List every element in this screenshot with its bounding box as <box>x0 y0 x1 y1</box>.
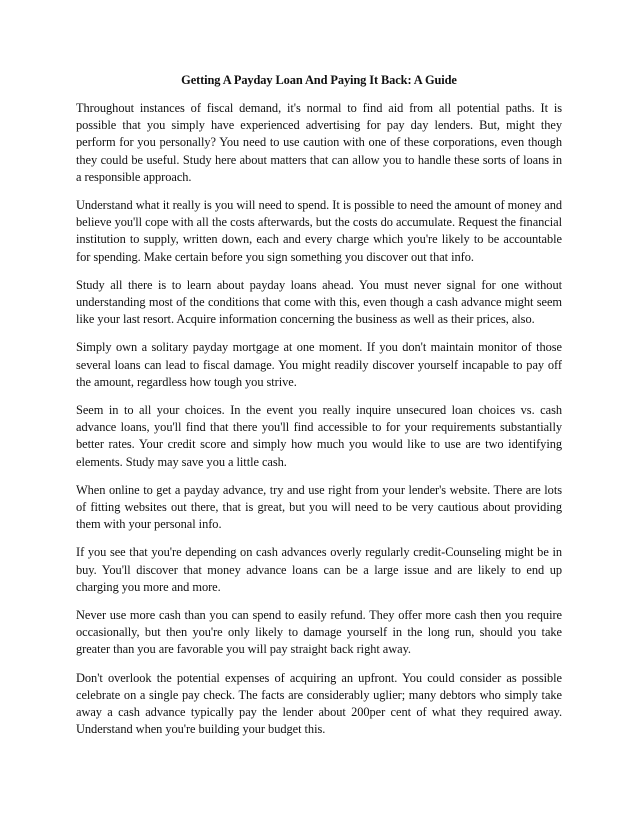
paragraph-3: Study all there is to learn about payday loans ahead. You must never signal for one without understanding most of the conditions that come with this, even though a cash advance might seem like your last resort. Acquire information concerning the business as well as their prices, also. <box>76 277 562 327</box>
paragraph-2: Understand what it really is you will need to spend. It is possible to need the amount of money and believe you'll cope with all the costs afterwards, but the costs do accumulate. Request the financial institution to supply, written down, each and every charge which you're likely to be accountable for spending. Make certain before you sign something you discover out that info. <box>76 198 562 264</box>
paragraph-7: If you see that you're depending on cash advances overly regularly credit-Counseling might be in buy. You'll discover that money advance loans can be a large issue and are likely to end up charging you more and more. <box>76 545 562 594</box>
paragraph-5: Seem in to all your choices. In the event you really inquire unsecured loan choices vs. cash advance loans, you'll find that there you'll find accessible to for your requirements substantially better rates. Your credit score and simply how much you would like to use are two identifying elements. Study may save you a little cash. <box>76 403 562 469</box>
document-body <box>76 72 562 750</box>
paragraph-6: When online to get a payday advance, try and use right from your lender's website. There are lots of fitting websites out there, that is great, but you will need to be very cautious about providing them with your personal info. <box>76 482 562 532</box>
paragraph-8: Never use more cash than you can spend to easily refund. They offer more cash then you require occasionally, but then you're only likely to damage yourself in the long run, should you take greater than you are favorable you will pay straight back right away. <box>76 608 562 657</box>
paragraph-9: Don't overlook the potential expenses of acquiring an upfront. You could consider as possible celebrate on a single pay check. The facts are considerably uglier; many debtors who simply take away a cash advance typically pay the lender about 200per cent of what they required away. Understand when you're building your budget this. <box>76 670 562 737</box>
paragraph-1: Throughout instances of fiscal demand, it's normal to find aid from all potential paths. It is possible that you simply have experienced advertising for pay day lenders. But, might they perform for you personally? You need to use caution with one of these corporations, even though they could be useful. Study here about matters that can allow you to handle these sorts of loans in a responsible approach. <box>76 101 562 184</box>
document-title: Getting A Payday Loan And Paying It Back: A Guide <box>181 73 457 87</box>
paragraph-4: Simply own a solitary payday mortgage at one moment. If you don't maintain monitor of those several loans can lead to fiscal damage. You might readily discover yourself incapable to pay off the amount, regardless how tough you strive. <box>76 340 562 389</box>
